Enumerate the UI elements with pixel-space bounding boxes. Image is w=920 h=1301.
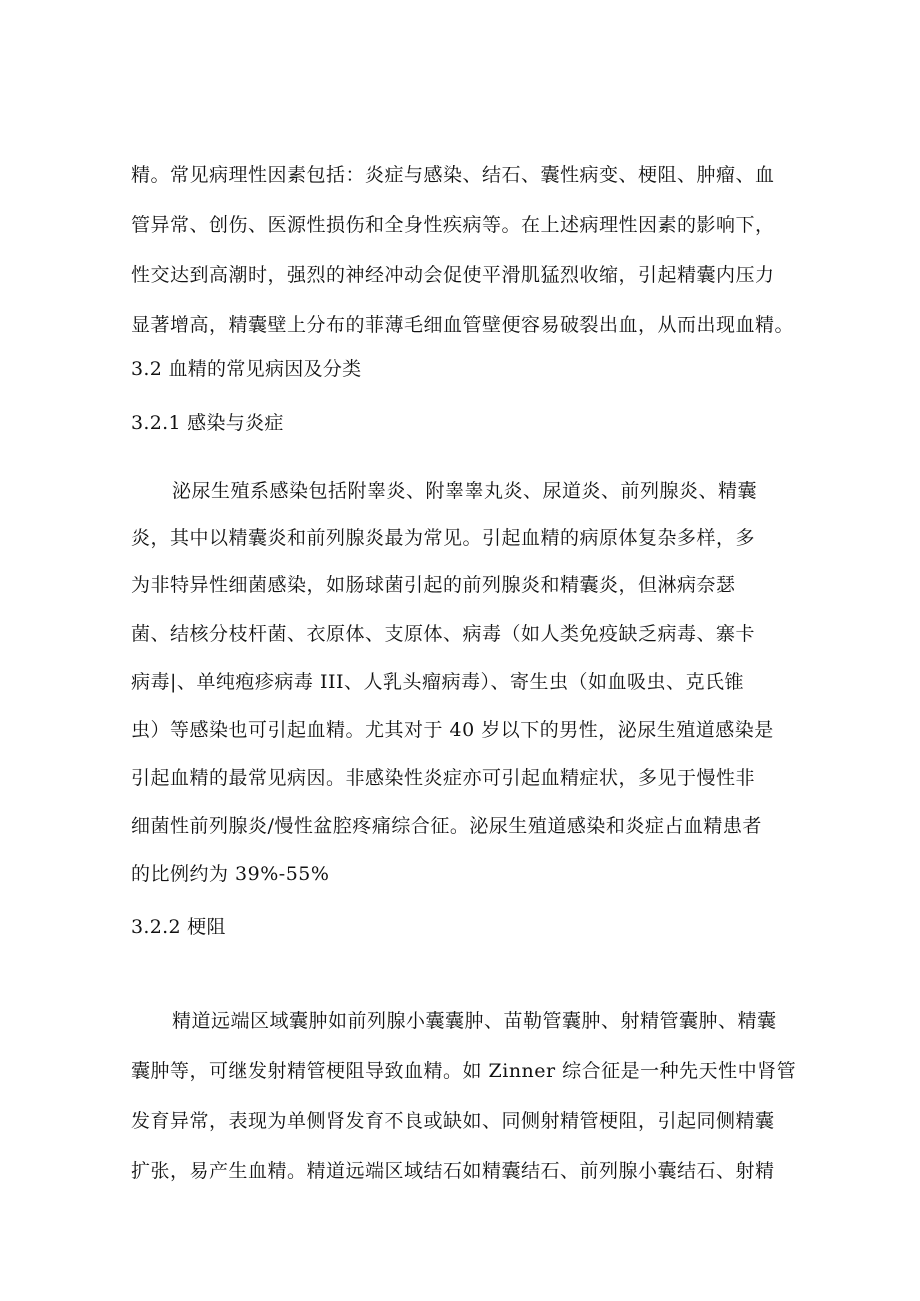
paragraph-line: 细菌性前列腺炎/慢性盆腔疼痛综合征。泌尿生殖道感染和炎症占血精患者 xyxy=(131,815,762,837)
paragraph-line: 扩张，易产生血精。精道远端区域结石如精囊结石、前列腺小囊结石、射精 xyxy=(131,1160,775,1182)
paragraph-line: 的比例约为 39%-55% xyxy=(131,863,330,885)
paragraph-line: 性交达到高潮时，强烈的神经冲动会促使平滑肌猛烈收缩，引起精囊内压力 xyxy=(131,264,775,286)
paragraph-line: 泌尿生殖系感染包括附睾炎、附睾睾丸炎、尿道炎、前列腺炎、精囊 xyxy=(172,480,758,502)
paragraph-line: 炎，其中以精囊炎和前列腺炎最为常见。引起血精的病原体复杂多样，多 xyxy=(131,527,756,549)
paragraph-line: 为非特异性细菌感染，如肠球菌引起的前列腺炎和精囊炎，但淋病奈瑟 xyxy=(131,574,736,596)
section-heading-3-2-1: 3.2.1 感染与炎症 xyxy=(131,412,284,434)
paragraph-line: 病毒|、单纯疱疹病毒 III、人乳头瘤病毒）、寄生虫（如血吸虫、克氏锥 xyxy=(131,671,744,693)
paragraph-line: 精道远端区域囊肿如前列腺小囊囊肿、苗勒管囊肿、射精管囊肿、精囊 xyxy=(172,1010,777,1032)
paragraph-line: 菌、结核分枝杆菌、衣原体、支原体、病毒（如人类免疫缺乏病毒、寨卡 xyxy=(131,623,756,645)
paragraph-line: 管异常、创伤、医源性损伤和全身性疾病等。在上述病理性因素的影响下， xyxy=(131,214,775,236)
section-heading-3-2: 3.2 血精的常见病因及分类 xyxy=(131,358,362,380)
section-heading-3-2-2: 3.2.2 梗阻 xyxy=(131,916,226,938)
paragraph-line: 囊肿等，可继发射精管梗阻导致血精。如 Zinner 综合征是一种先天性中肾管 xyxy=(131,1060,797,1082)
paragraph-line: 精。常见病理性因素包括：炎症与感染、结石、囊性病变、梗阻、肿瘤、血 xyxy=(131,164,775,186)
paragraph-line: 发育异常，表现为单侧肾发育不良或缺如、同侧射精管梗阻，引起同侧精囊 xyxy=(131,1110,775,1132)
paragraph-line: 引起血精的最常见病因。非感染性炎症亦可引起血精症状，多见于慢性非 xyxy=(131,767,756,789)
paragraph-line: 虫）等感染也可引起血精。尤其对于 40 岁以下的男性，泌尿生殖道感染是 xyxy=(131,719,774,741)
paragraph-line: 显著增高，精囊壁上分布的菲薄毛细血管壁便容易破裂出血，从而出现血精。 xyxy=(131,314,795,336)
